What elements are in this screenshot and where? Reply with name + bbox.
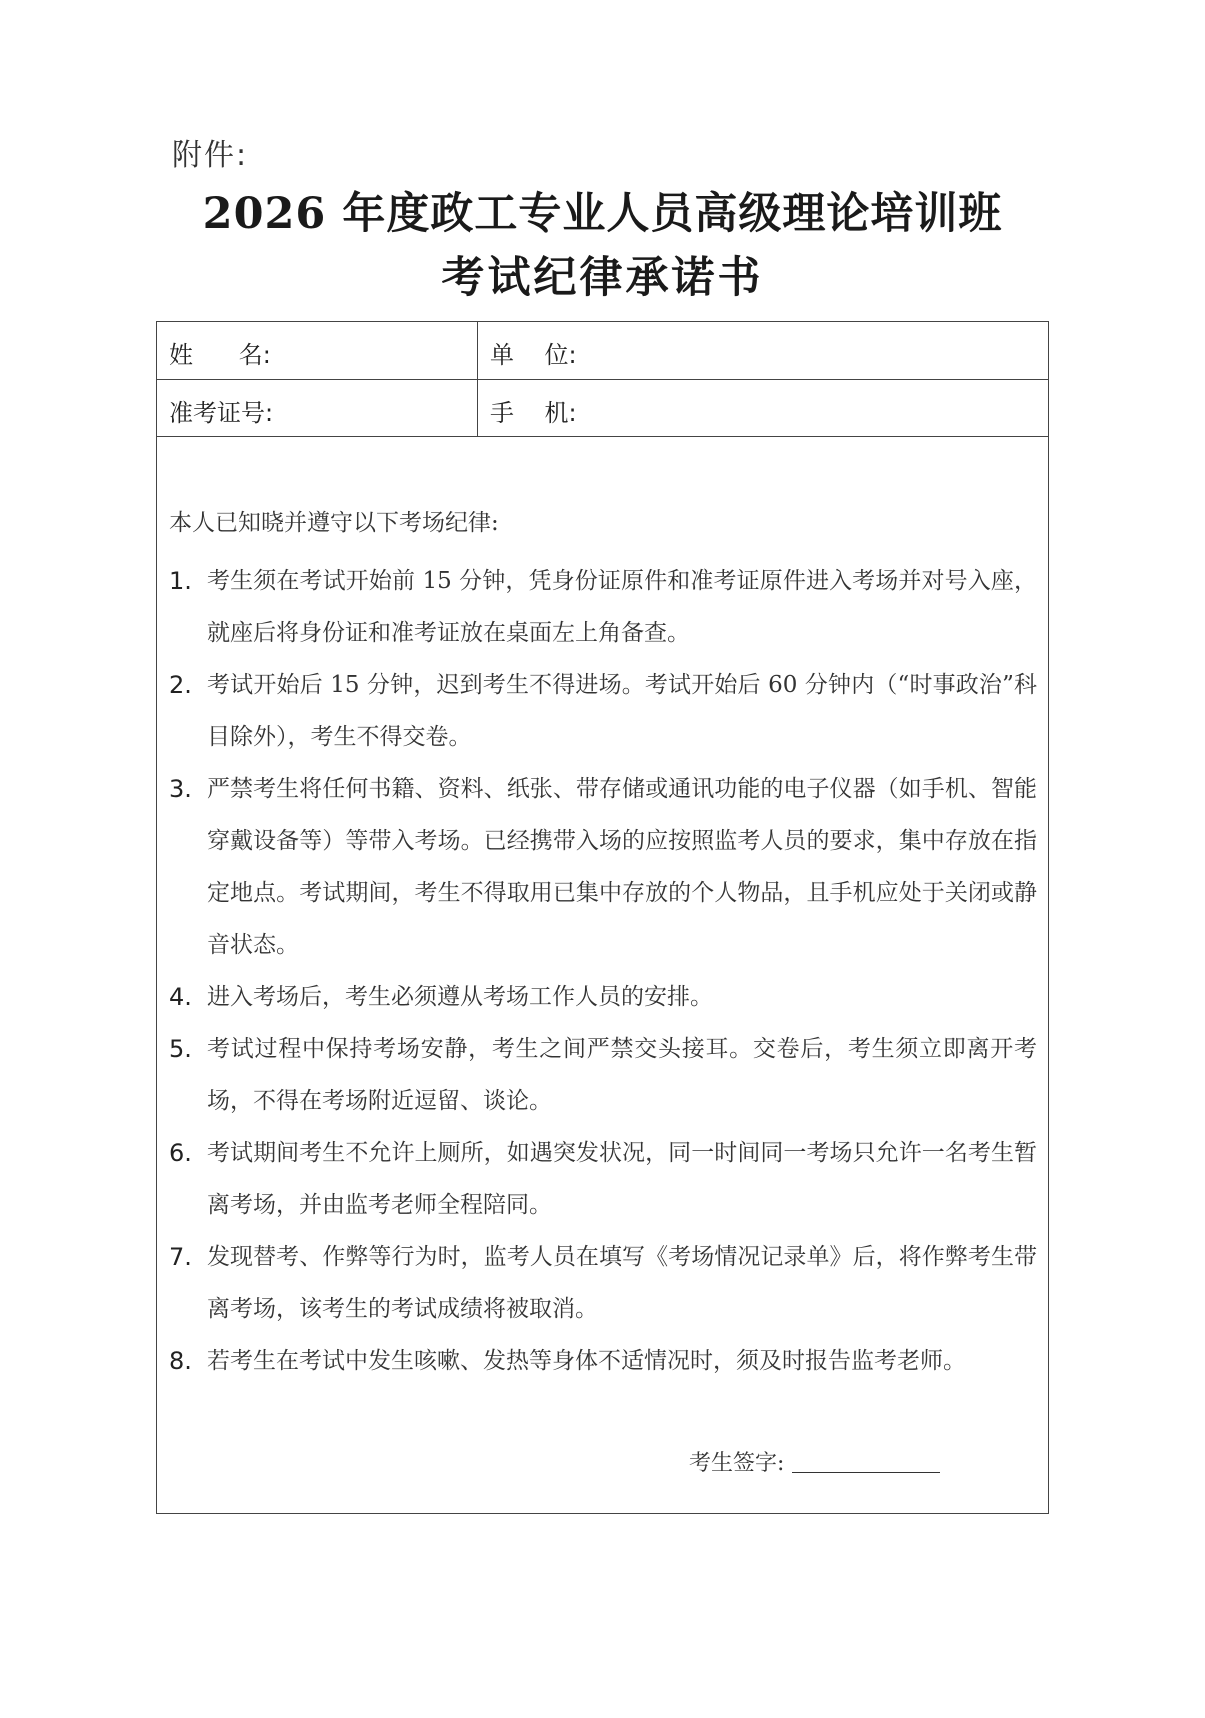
attachment-label: 附件: (172, 138, 249, 173)
rule-item-6 (169, 1127, 1037, 1231)
ticket-number-field-label: 准考证号: (169, 399, 274, 427)
rule-text: 严禁考生将任何书籍、资料、纸张、带存储或通讯功能的电子仪器（如手机、智能穿戴设备等）等带入考场。已经携带入场的应按照监考人员的要求，集中存放在指定地点。考试期间，考生不得取用已集中存放的个人物品，且手机应处于关闭或静音状态。 (207, 776, 1037, 958)
title-line-1: 2026 年度政工专业人员高级理论培训班 (202, 189, 1003, 239)
rule-number: 4. (169, 983, 192, 1011)
rule-item-5 (169, 1023, 1037, 1127)
rule-text: 若考生在考试中发生咳嗽、发热等身体不适情况时，须及时报告监考老师。 (207, 1348, 966, 1374)
signature-line[interactable] (792, 1472, 940, 1473)
rules-list (169, 555, 1037, 1387)
rule-number: 7. (169, 1243, 192, 1271)
rule-text: 考试开始后 15 分钟，迟到考生不得进场。考试开始后 60 分钟内（“时事政治”科目除外），考生不得交卷。 (207, 672, 1037, 750)
rule-item-8 (169, 1335, 1037, 1387)
rule-number: 2. (169, 671, 192, 699)
rule-item-4 (169, 971, 1037, 1023)
rule-item-3 (169, 763, 1037, 971)
signature-label: 考生签字: (689, 1451, 785, 1476)
header-bottom-divider (157, 436, 1048, 437)
signature-area (689, 1446, 940, 1477)
rule-text: 考试期间考生不允许上厕所，如遇突发状况，同一时间同一考场只允许一名考生暂离考场，并由监考老师全程陪同。 (207, 1140, 1037, 1218)
rule-number: 5. (169, 1035, 192, 1063)
rule-text: 发现替考、作弊等行为时，监考人员在填写《考场情况记录单》后，将作弊考生带离考场，该考生的考试成绩将被取消。 (207, 1244, 1037, 1322)
rule-number: 3. (169, 775, 192, 803)
intro-statement: 本人已知晓并遵守以下考场纪律: (169, 510, 499, 536)
unit-field-label: 单 位: (490, 341, 577, 369)
rule-item-7 (169, 1231, 1037, 1335)
name-field-label: 姓 名: (169, 341, 271, 369)
rule-number: 8. (169, 1347, 192, 1375)
rule-item-1 (169, 555, 1037, 659)
title-line-2: 考试纪律承诺书 (441, 253, 764, 303)
rule-number: 1. (169, 567, 192, 595)
rule-text: 考生须在考试开始前 15 分钟，凭身份证原件和准考证原件进入考场并对号入座，就座后将身份证和准考证放在桌面左上角备查。 (207, 568, 1037, 646)
rule-text: 考试过程中保持考场安静，考生之间严禁交头接耳。交卷后，考生须立即离开考场，不得在考场附近逗留、谈论。 (207, 1036, 1037, 1114)
phone-field-label: 手 机: (490, 399, 577, 427)
rule-text: 进入考场后，考生必须遵从考场工作人员的安排。 (207, 984, 713, 1010)
rule-number: 6. (169, 1139, 192, 1167)
rule-item-2 (169, 659, 1037, 763)
pledge-form (156, 321, 1049, 1514)
header-row-divider (157, 379, 1048, 380)
